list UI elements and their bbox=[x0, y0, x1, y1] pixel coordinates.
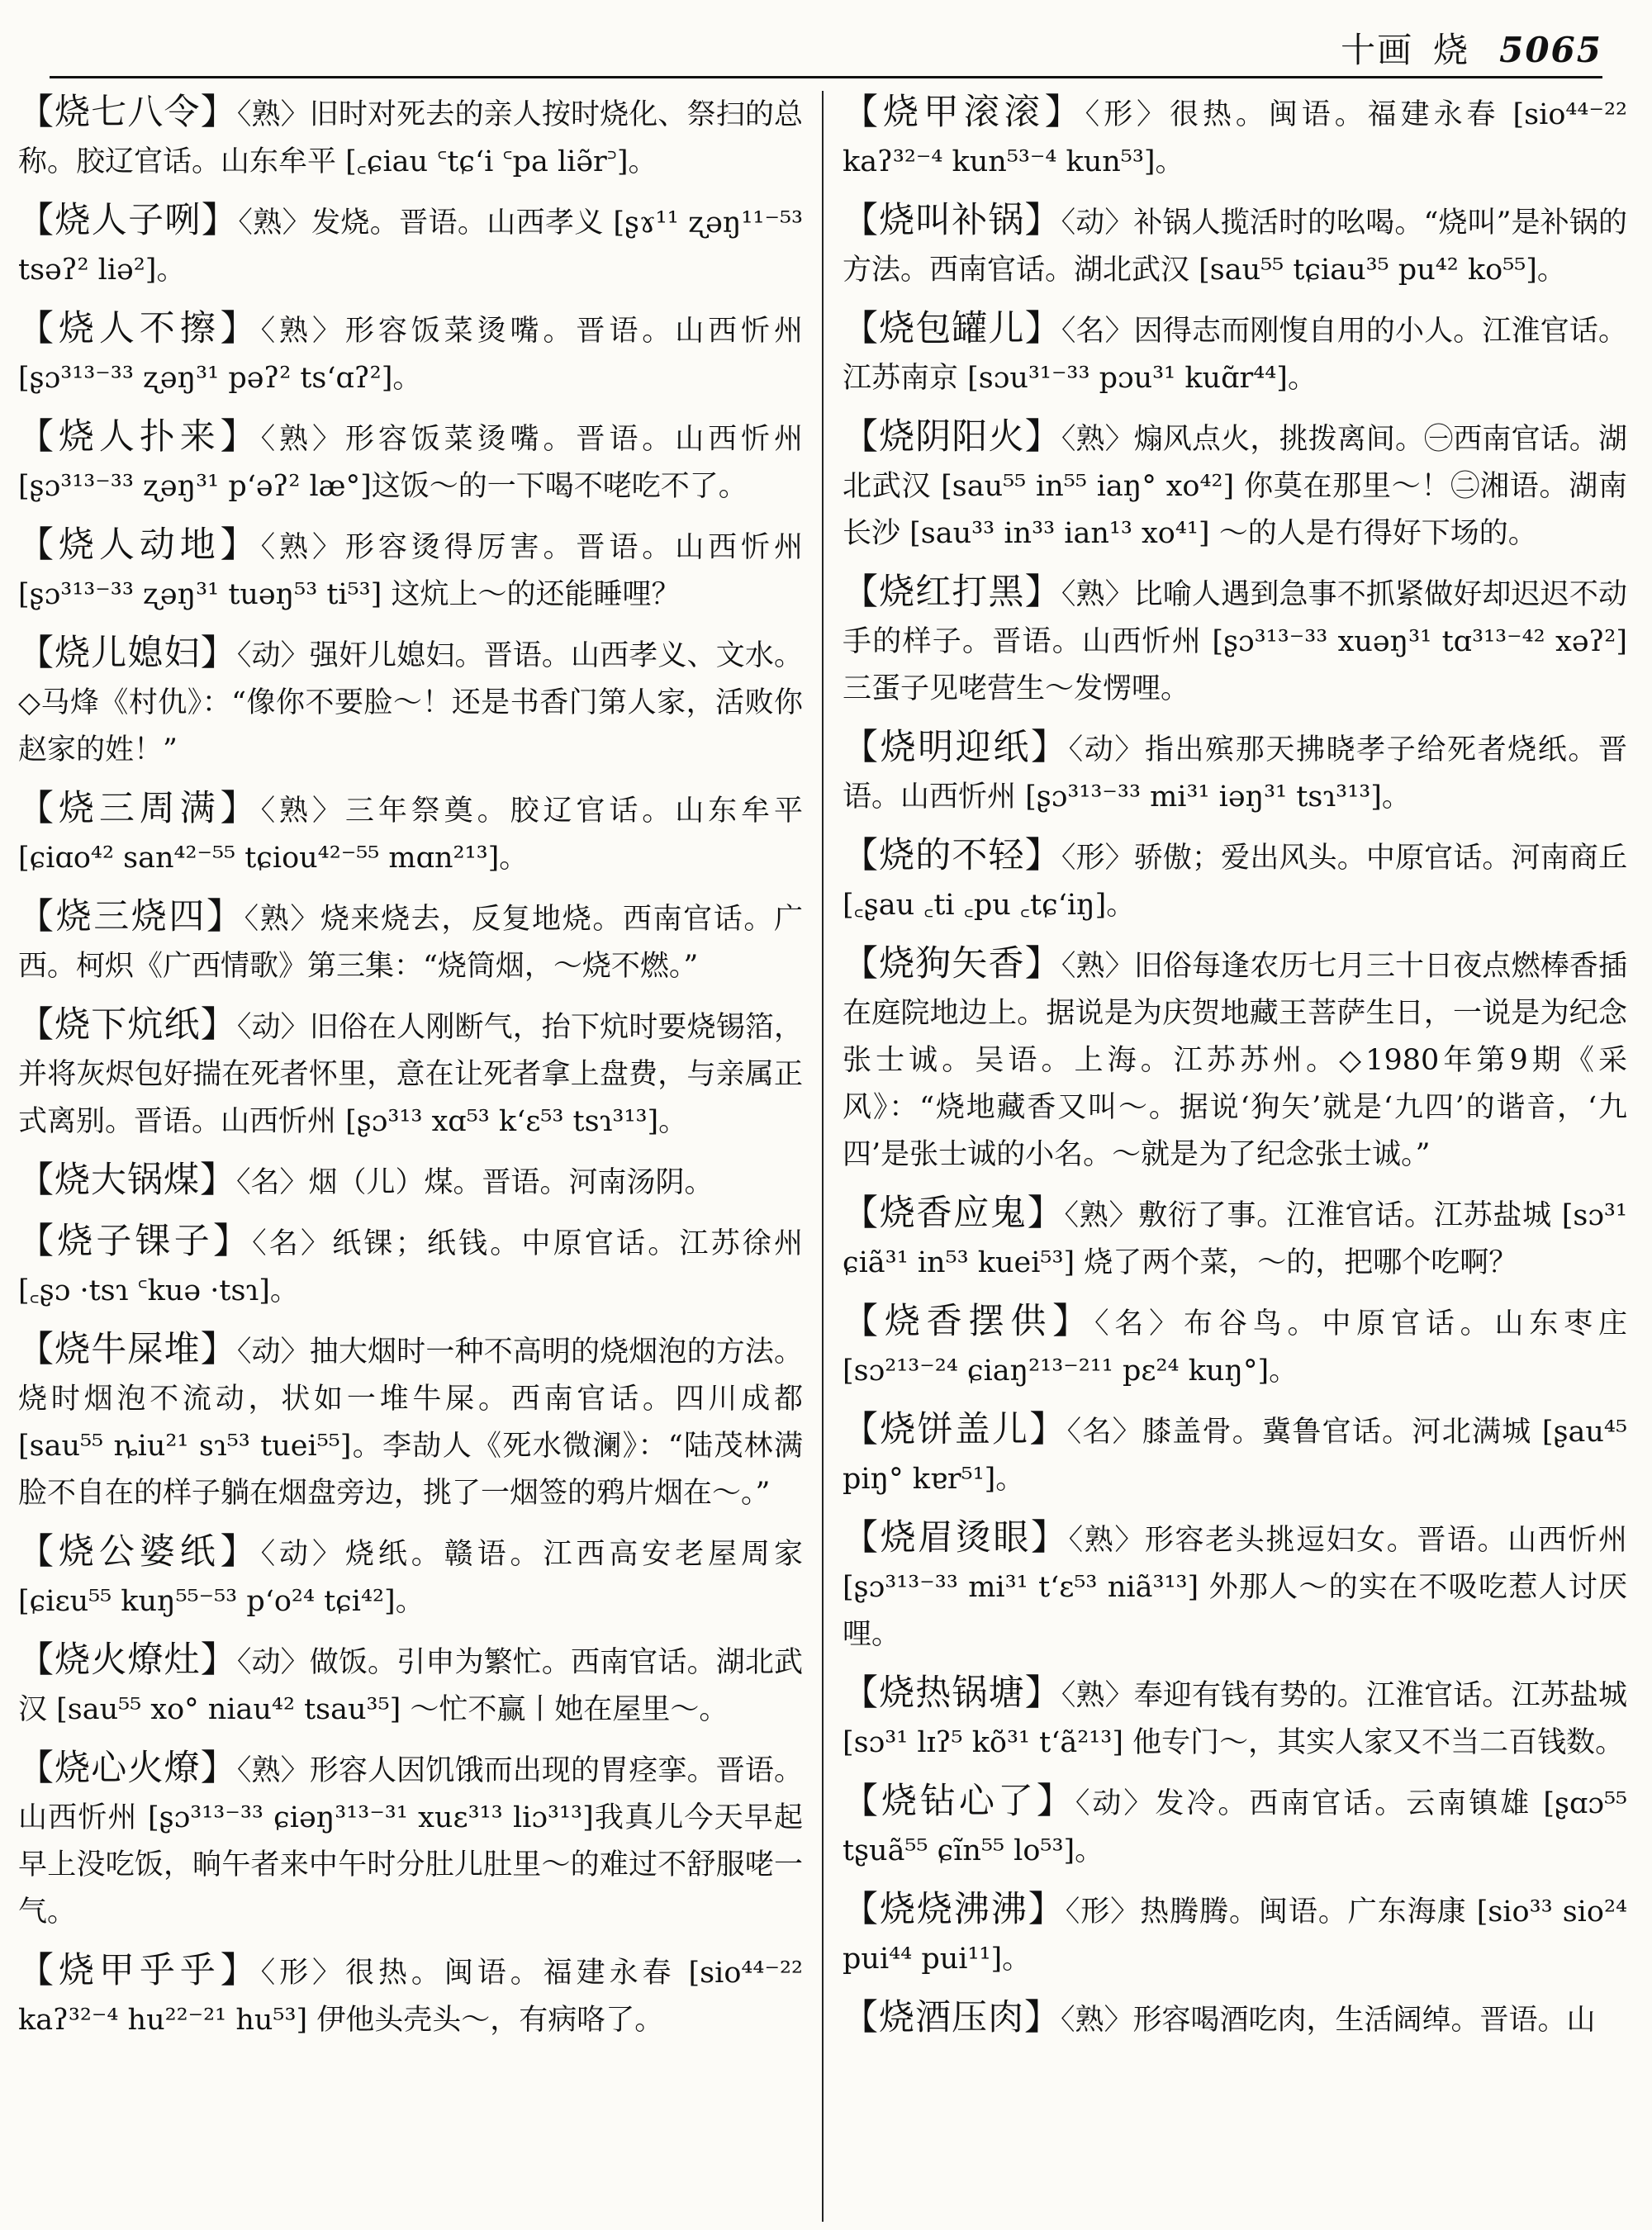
dictionary-entry bbox=[843, 1778, 1627, 1875]
dictionary-entry bbox=[843, 941, 1627, 1179]
dictionary-entry bbox=[18, 1745, 803, 1936]
dictionary-entry bbox=[18, 1218, 803, 1315]
entry-headword: 【烧子锞子】 bbox=[18, 1221, 253, 1262]
entry-headword: 【烧明迎纸】 bbox=[843, 727, 1069, 768]
entry-headword: 【烧阴阳火】 bbox=[843, 416, 1061, 458]
entry-definition: 〈动〉旧俗在人刚断气，抬下炕时要烧锡箔，并将灰烬包好揣在死者怀里，意在让死者拿上盘费，与亲属正式离别。晋语。山西忻州 [ʂɔ³¹³ xɑ⁵³ kʻɛ⁵³ tsɿ³¹³]。 bbox=[18, 1011, 803, 1138]
entry-definition: 〈名〉布谷鸟。中原官话。山东枣庄 [sɔ²¹³⁻²⁴ ɕiaŋ²¹³⁻²¹¹ pɛ²⁴ kuŋ°]。 bbox=[843, 1307, 1627, 1388]
dictionary-entry bbox=[843, 1886, 1627, 1983]
entry-headword: 【烧红打黑】 bbox=[843, 572, 1061, 613]
entry-definition: 〈形〉热腾腾。闽语。广东海康 [sio³³ sio²⁴ pui⁴⁴ pui¹¹]。 bbox=[843, 1896, 1627, 1976]
entry-definition: 〈熟〉形容饭菜烫嘴。晋语。山西忻州 [ʂɔ³¹³⁻³³ ʐəŋ³¹ pʻəʔ² læ°]这饭～的一下喝不咾吃不了。 bbox=[18, 423, 803, 503]
entry-definition: 〈熟〉形容人因饥饿而出现的胃痉挛。晋语。山西忻州 [ʂɔ³¹³⁻³³ ɕiəŋ³¹³⁻³¹ xuɛ³¹³ liɔ³¹³]我真儿今天早起早上没吃饭，晌午者来中午时分肚儿肚里～的难过不舒服咾一气。 bbox=[18, 1754, 803, 1929]
column-divider bbox=[822, 91, 824, 2222]
entry-definition: 〈熟〉形容老头挑逗妇女。晋语。山西忻州 [ʂɔ³¹³⁻³³ mi³¹ tʻɛ⁵³ niã³¹³] 外那人～的实在不吸吃惹人讨厌哩。 bbox=[843, 1524, 1627, 1651]
entry-definition: 〈名〉膝盖骨。冀鲁官话。河北满城 [ʂau⁴⁵ piŋ° kɐr⁵¹]。 bbox=[843, 1416, 1627, 1496]
entry-definition: 〈熟〉奉迎有钱有势的。江淮官话。江苏盐城 [sɔ³¹ lɪʔ⁵ kõ³¹ tʻã²¹³] 他专门～，其实人家又不当二百钱数。 bbox=[843, 1679, 1627, 1759]
dictionary-entry bbox=[843, 306, 1627, 402]
entry-headword: 【烧钻心了】 bbox=[843, 1781, 1075, 1822]
section-label: 十画 bbox=[1341, 30, 1414, 70]
entry-headword: 【烧酒压肉】 bbox=[843, 1997, 1061, 2038]
dictionary-entry bbox=[18, 197, 803, 294]
dictionary-entry bbox=[843, 197, 1627, 294]
entry-headword: 【烧饼盖儿】 bbox=[843, 1409, 1067, 1450]
dictionary-entry bbox=[843, 1407, 1627, 1503]
entry-headword: 【烧热锅塘】 bbox=[843, 1672, 1061, 1714]
dictionary-entry bbox=[843, 1190, 1627, 1287]
entry-definition: 〈动〉烧纸。赣语。江西高安老屋周家 [ɕiɛu⁵⁵ kuŋ⁵⁵⁻⁵³ pʻo²⁴ tɕi⁴²]。 bbox=[18, 1538, 803, 1618]
entry-definition: 〈名〉因得志而刚愎自用的小人。江淮官话。江苏南京 [sɔu³¹⁻³³ pɔu³¹ kuɑ̃r⁴⁴]。 bbox=[843, 315, 1627, 395]
page-header bbox=[50, 15, 1602, 78]
entry-headword: 【烧狗矢香】 bbox=[843, 943, 1061, 985]
entry-headword: 【烧烧沸沸】 bbox=[843, 1889, 1066, 1930]
entry-definition: 〈熟〉烧来烧去，反复地烧。西南官话。广西。柯炽《广西情歌》第三集：“烧筒烟，～烧不燃。” bbox=[18, 903, 803, 983]
dictionary-entry bbox=[843, 724, 1627, 821]
entry-definition: 〈熟〉形容喝酒吃肉，生活阔绰。晋语。山 bbox=[1061, 2004, 1596, 2037]
entry-headword: 【烧牛屎堆】 bbox=[18, 1329, 237, 1370]
entry-headword: 【烧儿媳妇】 bbox=[18, 633, 237, 674]
dictionary-entry bbox=[843, 833, 1627, 929]
entry-headword: 【烧人扑来】 bbox=[18, 416, 261, 458]
dictionary-entry bbox=[843, 569, 1627, 713]
entry-definition: 〈熟〉旧俗每逢农历七月三十日夜点燃棒香插在庭院地边上。据说是为庆贺地藏王菩萨生日，一说是为纪念张士诚。吴语。上海。江苏苏州。◇1980年第9期《采风》：“烧地藏香又叫～。据说‘狗矢’就是‘九四’的谐音，‘九四’是张士诚的小名。～就是为了纪念张士诚。” bbox=[843, 950, 1627, 1171]
dictionary-entry bbox=[843, 414, 1627, 558]
dictionary-entry bbox=[18, 785, 803, 882]
dictionary-entry bbox=[18, 630, 803, 774]
entry-headword: 【烧三周满】 bbox=[18, 788, 261, 829]
entry-definition: 〈名〉纸锞；纸钱。中原官话。江苏徐州 [꜀ʂɔ ·tsɿ ꜂kuə ·tsɿ]。 bbox=[18, 1227, 803, 1307]
entry-definition: 〈动〉指出殡那天拂晓孝子给死者烧纸。晋语。山西忻州 [ʂɔ³¹³⁻³³ mi³¹ iəŋ³¹ tsɿ³¹³]。 bbox=[843, 733, 1627, 814]
dictionary-entry bbox=[18, 1948, 803, 2044]
dictionary-entry bbox=[843, 1995, 1627, 2044]
entry-headword: 【烧人不擦】 bbox=[18, 308, 261, 349]
entry-definition: 〈熟〉敷衍了事。江淮官话。江苏盐城 [sɔ³¹ ɕiã³¹ in⁵³ kuei⁵³] 烧了两个菜，～的，把哪个吃啊？ bbox=[843, 1199, 1627, 1279]
running-head bbox=[1341, 23, 1602, 73]
entry-headword: 【烧火燎灶】 bbox=[18, 1639, 237, 1681]
entry-headword: 【烧甲滚滚】 bbox=[843, 92, 1085, 133]
dictionary-entry bbox=[18, 414, 803, 510]
dictionary-entry bbox=[18, 1002, 803, 1146]
entry-headword: 【烧香应鬼】 bbox=[843, 1193, 1065, 1234]
entry-headword: 【烧三烧四】 bbox=[18, 896, 244, 937]
dictionary-entry bbox=[843, 1515, 1627, 1658]
entry-headword: 【烧的不轻】 bbox=[843, 835, 1061, 876]
page-number: 5065 bbox=[1499, 30, 1602, 70]
entry-headword: 【烧大锅煤】 bbox=[18, 1160, 236, 1201]
entry-definition: 〈动〉做饭。引申为繁忙。西南官话。湖北武汉 [sau⁵⁵ xo° niau⁴² tsau³⁵] ～忙不赢丨她在屋里～。 bbox=[18, 1646, 803, 1726]
entry-headword: 【烧人子咧】 bbox=[18, 200, 239, 241]
entry-headword: 【烧叫补锅】 bbox=[843, 200, 1061, 241]
dictionary-entry bbox=[18, 1637, 803, 1734]
dictionary-entry bbox=[18, 894, 803, 990]
entry-definition: 〈熟〉煽风点火，挑拨离间。㊀西南官话。湖北武汉 [sau⁵⁵ in⁵⁵ iaŋ° xo⁴²] 你莫在那里～！㊁湘语。湖南长沙 [sau³³ in³³ ian¹³ xo⁴¹] ～的人是冇得好下场的。 bbox=[843, 423, 1627, 550]
entry-definition: 〈熟〉形容烫得厉害。晋语。山西忻州 [ʂɔ³¹³⁻³³ ʐəŋ³¹ tuəŋ⁵³ ti⁵³] 这炕上～的还能睡哩？ bbox=[18, 531, 803, 611]
entry-definition: 〈熟〉三年祭奠。胶辽官话。山东牟平 [ɕiɑo⁴² san⁴²⁻⁵⁵ tɕiou⁴²⁻⁵⁵ mɑn²¹³]。 bbox=[18, 795, 803, 875]
right-column bbox=[843, 89, 1627, 2056]
dictionary-entry bbox=[18, 306, 803, 402]
entry-headword: 【烧下炕纸】 bbox=[18, 1004, 237, 1046]
entry-headword: 【烧香摆供】 bbox=[843, 1301, 1094, 1342]
entry-definition: 〈形〉骄傲；爱出风头。中原官话。河南商丘 [꜀ʂau ꜀ti ꜀pu ꜀tɕʻiŋ]。 bbox=[843, 842, 1627, 922]
entry-definition: 〈名〉烟（儿）煤。晋语。河南汤阴。 bbox=[236, 1166, 714, 1199]
entry-headword: 【烧包罐儿】 bbox=[843, 308, 1061, 349]
dictionary-entry bbox=[18, 89, 803, 186]
entry-definition: 〈动〉强奸儿媳妇。晋语。山西孝义、文水。◇马烽《村仇》：“像你不要脸～！还是书香门第人家，活败你赵家的姓！” bbox=[18, 639, 803, 766]
entry-definition: 〈形〉很热。闽语。福建永春 [sio⁴⁴⁻²² kaʔ³²⁻⁴ hu²²⁻²¹ hu⁵³] 伊他头壳头～，有病咯了。 bbox=[18, 1957, 803, 2037]
entry-definition: 〈动〉发冷。西南官话。云南镇雄 [ʂɑɔ⁵⁵ tʂuã⁵⁵ ɕĩn⁵⁵ lo⁵³]。 bbox=[843, 1787, 1627, 1867]
dictionary-entry bbox=[18, 1529, 803, 1625]
entry-definition: 〈动〉补锅人揽活时的吆喝。“烧叫”是补锅的方法。西南官话。湖北武汉 [sau⁵⁵ tɕiau³⁵ pu⁴² ko⁵⁵]。 bbox=[843, 206, 1627, 287]
entry-headword: 【烧七八令】 bbox=[18, 92, 237, 133]
entry-headword: 【烧公婆纸】 bbox=[18, 1531, 261, 1573]
dictionary-entry bbox=[18, 522, 803, 619]
dictionary-entry bbox=[18, 1326, 803, 1517]
entry-definition: 〈熟〉比喻人遇到急事不抓紧做好却迟迟不动手的样子。晋语。山西忻州 [ʂɔ³¹³⁻³³ xuəŋ³¹ tɑ³¹³⁻⁴² xəʔ²] 三蛋子见咾营生～发愣哩。 bbox=[843, 578, 1627, 705]
dictionary-entry bbox=[843, 1670, 1627, 1767]
entry-headword: 【烧人动地】 bbox=[18, 524, 261, 566]
left-column bbox=[18, 89, 803, 2056]
headword-char: 烧 bbox=[1433, 30, 1470, 70]
dictionary-entry bbox=[843, 89, 1627, 186]
entry-definition: 〈熟〉发烧。晋语。山西孝义 [ʂɤ¹¹ ʐəŋ¹¹⁻⁵³ tsəʔ² liə²]。 bbox=[18, 206, 803, 287]
entry-headword: 【烧心火燎】 bbox=[18, 1748, 237, 1789]
dictionary-entry bbox=[18, 1157, 803, 1207]
entry-definition: 〈形〉很热。闽语。福建永春 [sio⁴⁴⁻²² kaʔ³²⁻⁴ kun⁵³⁻⁴ kun⁵³]。 bbox=[843, 98, 1627, 178]
entry-definition: 〈熟〉形容饭菜烫嘴。晋语。山西忻州 [ʂɔ³¹³⁻³³ ʐəŋ³¹ pəʔ² tsʻɑʔ²]。 bbox=[18, 315, 803, 395]
entry-headword: 【烧甲乎乎】 bbox=[18, 1950, 261, 1991]
entry-definition: 〈熟〉旧时对死去的亲人按时烧化、祭扫的总称。胶辽官话。山东牟平 [꜀ɕiau ꜂tɕʻi ꜂pa liə̃r꜄]。 bbox=[18, 98, 803, 178]
dictionary-entry bbox=[843, 1298, 1627, 1395]
entry-headword: 【烧眉烫眼】 bbox=[843, 1517, 1069, 1559]
entry-definition: 〈动〉抽大烟时一种不高明的烧烟泡的方法。烧时烟泡不流动，状如一堆牛屎。西南官话。四川成都 [sau⁵⁵ ȵiu²¹ sɿ⁵³ tuei⁵⁵]。李劼人《死水微澜》：“陆茂林满脸不自在的样子躺在烟盘旁边，挑了一烟签的鸦片烟在～。” bbox=[18, 1336, 803, 1510]
